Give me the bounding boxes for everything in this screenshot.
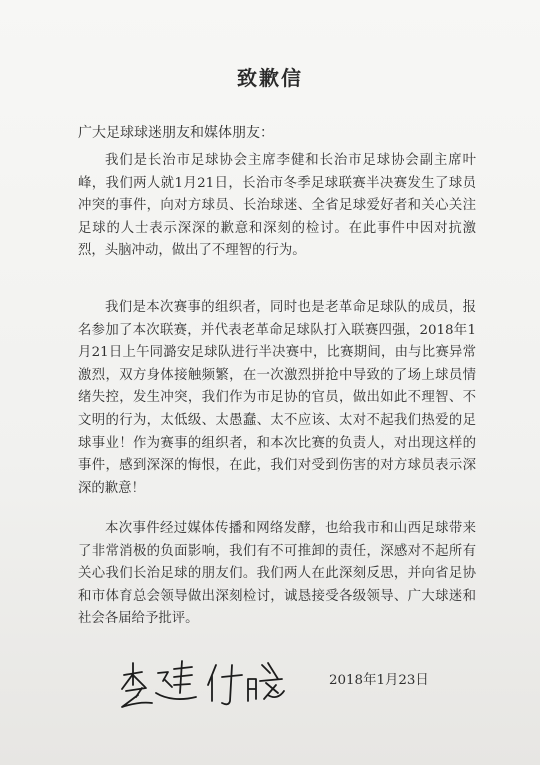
handwritten-signature [118, 655, 288, 715]
letter-salutation: 广大足球球迷朋友和媒体朋友： [78, 125, 274, 141]
letter-paragraph-1: 我们是长治市足球协会主席李健和长治市足球协会副主席叶峰，我们两人就1月21日，长治市冬季足球联赛半决赛发生了球员冲突的事件，向对方球员、长治球迷、全省足球爱好者和关心关注足球的人士表示深深的歉意和深刻的检讨。在此事件中因对抗激烈，头脑冲动，做出了不理智的行为。 [78, 153, 476, 259]
letter-paragraph-2: 我们是本次赛事的组织者，同时也是老革命足球队的成员，报名参加了本次联赛，并代表老革命足球队打入联赛四强，2018年1月21日上午同潞安足球队进行半决赛中，比赛期间，由与比赛异常激烈，双方身体接触频繁，在一次激烈拼抢中导致的了场上球员情绪失控，发生冲突，我们作为市足协的官员，做出如此不理智、不文明的行为，太低级、太愚蠢、太不应该、太对不起我们热爱的足球事业！作为赛事的组织者，和本次比赛的负责人，对出现这样的事件，感到深深的悔恨，在此，我们对受到伤害的对方球员表示深深的歉意！ [78, 300, 476, 496]
letter-title: 致歉信 [237, 66, 303, 90]
letter-paragraph-3: 本次事件经过媒体传播和网络发酵，也给我市和山西足球带来了非常消极的负面影响，我们有不可推卸的责任，深感对不起所有关心我们长治足球的朋友们。我们两人在此深刻反思，并向省足协和市体育总会领导做出深刻检讨，诚恳接受各级领导、广大球迷和社会各届给予批评。 [78, 521, 476, 627]
letter-date: 2018年1月23日 [329, 673, 429, 688]
